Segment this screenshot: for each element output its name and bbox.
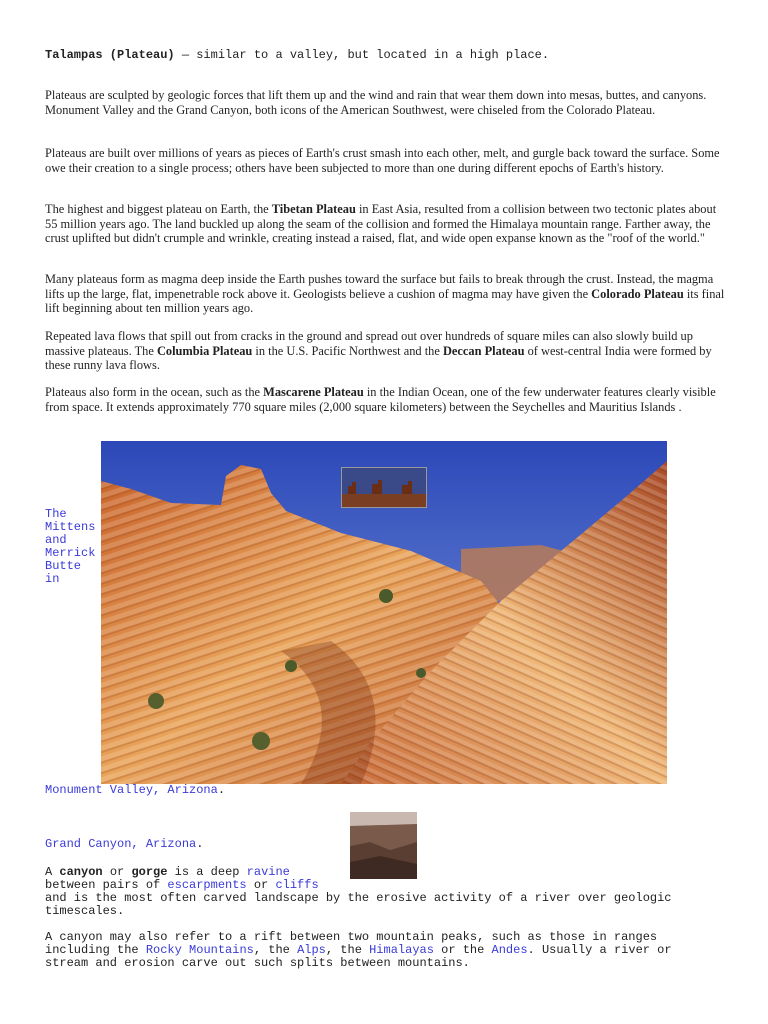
rift-l2-i: . Usually a river or xyxy=(527,943,672,957)
canyon-l2-a: between pairs of xyxy=(45,878,168,892)
p3-text-c: in East Asia, resulted from a collision between two tectonic plates about 55 million years ago. The land buckled up along the seam of the collision and formed the Himalaya mountain range. Farther away, the crust uplifted but didn't crumple and wrinkle, creating instead a raised, flat, and wide open expanse known as the "roof of the world." xyxy=(45,202,717,245)
canyon-l1-a: A xyxy=(45,865,60,879)
ravine-link[interactable]: ravine xyxy=(246,865,290,879)
p3-text-a: The highest and biggest plateau on Earth, the xyxy=(45,202,272,216)
p5-bold-deccan: Deccan Plateau xyxy=(442,343,525,358)
p6-bold-mascarene: Mascarene Plateau xyxy=(263,385,364,399)
grand-period: . xyxy=(196,837,204,851)
rift-line-1: A canyon may also refer to a rift between two mountain peaks, such as those in ranges xyxy=(45,930,658,944)
alps-link[interactable]: Alps xyxy=(297,943,326,957)
rift-l2-e: , the xyxy=(325,943,370,957)
p5-text-e: of west-central India were formed by these runny lava flows. xyxy=(45,343,712,372)
canyon-l1-e: is a deep xyxy=(167,865,247,879)
p6-text-c: in the Indian Ocean, one of the few underwater features clearly visible from space. It extends approximately 770 square miles (2,000 square kilometers) between the Seychelles and Mauritius Islands . xyxy=(45,385,716,414)
monument-valley-caption xyxy=(45,784,225,797)
p4-text-c: its final lift beginning about ten million years ago. xyxy=(45,286,725,315)
canyon-rift-paragraph xyxy=(45,931,725,970)
mittens-caption-link[interactable] xyxy=(45,495,101,586)
p4-text-a: Many plateaus form as magma deep inside the Earth pushes toward the surface but fails to break through the crust. Instead, the magma lifts up the large, flat, impenetrable rock above it. Geologists believe a cushion of magma may have given the xyxy=(45,272,714,301)
cliffs-link[interactable]: cliffs xyxy=(275,878,319,892)
gorge-bold: gorge xyxy=(131,865,168,879)
rocky-mountains-link[interactable]: Rocky Mountains xyxy=(145,943,254,957)
andes-link[interactable]: Andes xyxy=(491,943,528,957)
canyon-l2-c: or xyxy=(246,878,276,892)
title-definition: — similar to a valley, but located in a high place. xyxy=(174,48,550,62)
canyon-line-4: timescales. xyxy=(45,904,125,918)
grand-canyon-link[interactable]: Grand Canyon, Arizona xyxy=(45,837,197,851)
canyon-bold: canyon xyxy=(59,865,103,879)
escarpments-link[interactable]: escarpments xyxy=(167,878,247,892)
monument-valley-link[interactable]: Monument Valley, Arizona xyxy=(45,783,218,797)
monument-period: . xyxy=(217,783,226,797)
p5-text-c: in the U.S. Pacific Northwest and the xyxy=(252,343,443,358)
p6-text-a: Plateaus also form in the ocean, such as the xyxy=(45,385,264,399)
p4-bold-colorado: Colorado Plateau xyxy=(591,286,684,301)
page-title xyxy=(45,49,745,62)
title-term: Talampas (Plateau) xyxy=(45,48,175,62)
p5-bold-columbia: Columbia Plateau xyxy=(156,343,253,358)
paragraph-ocean-plateaus xyxy=(45,385,730,414)
p3-bold-tibetan: Tibetan Plateau xyxy=(271,202,356,216)
paragraph-magma-plateaus xyxy=(45,272,730,316)
paragraph-plateau-sculpting: Plateaus are sculpted by geologic forces that lift them up and the wind and rain that wear them down into mesas, buttes, and canyons. Monument Valley and the Grand Canyon, both icons of the American Southwest, were chiseled from the Colorado Plateau. xyxy=(45,88,707,117)
mittens-thumbnail-image xyxy=(342,468,426,507)
canyon-l1-c: or xyxy=(102,865,132,879)
grand-canyon-caption xyxy=(45,838,203,851)
mittens-thumbnail[interactable] xyxy=(342,468,426,507)
paragraph-tibetan-plateau xyxy=(45,202,730,246)
himalayas-link[interactable]: Himalayas xyxy=(369,943,434,957)
paragraph-lava-plateaus xyxy=(45,329,730,373)
rift-l2-c: , the xyxy=(253,943,298,957)
canyon-line-3: and is the most often carved landscape by the erosive activity of a river over geologic xyxy=(45,891,672,905)
mittens-caption-text[interactable]: The Mittens and Merrick Butte in xyxy=(45,507,96,586)
p5-text-a: Repeated lava flows that spill out from cracks in the ground and spread out over hundreds of square miles can also slowly build up massive plateaus. The xyxy=(45,329,693,358)
rift-line-3: stream and erosion carve out such splits between mountains. xyxy=(45,956,470,970)
paragraph-plateau-building: Plateaus are built over millions of years as pieces of Earth's crust smash into each other, melt, and gurgle back toward the surface. Some owe their creation to a single process; others have been subjected to more than one during different epochs of Earth's history. xyxy=(45,146,720,175)
rift-l2-a: including the xyxy=(45,943,146,957)
rift-l2-g: or the xyxy=(433,943,492,957)
canyon-definition-paragraph xyxy=(45,866,725,918)
